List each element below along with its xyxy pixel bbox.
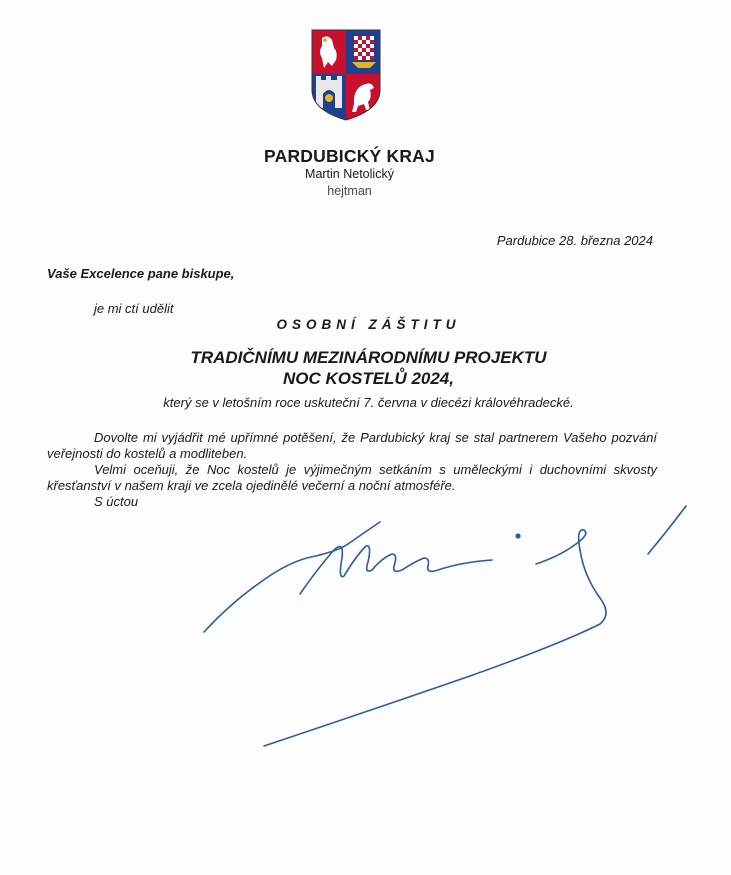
project-title-line-2: NOC KOSTELŮ 2024,	[283, 369, 454, 388]
patronage-heading: OSOBNÍ ZÁŠTITU	[276, 317, 461, 332]
body-paragraph-1: Dovolte mi vyjádřit mé upřímné potěšení, že Pardubický kraj se stal partnerem Vašeho pozvání veřejnosti do kostelů a modliteben.	[47, 430, 657, 462]
coat-of-arms-icon	[310, 28, 382, 122]
salutation: Vaše Excelence pane biskupe,	[47, 266, 235, 281]
project-title-line-1: TRADIČNÍMU MEZINÁRODNÍMU PROJEKTU	[190, 348, 547, 367]
signatory-name: Martin Netolický	[305, 167, 394, 181]
organization-name: PARDUBICKÝ KRAJ	[264, 146, 435, 166]
letter-date: Pardubice 28. března 2024	[496, 233, 653, 248]
event-details: který se v letošním roce uskuteční 7. června v diecézi královéhradecké.	[163, 395, 574, 410]
body-paragraph-2: Velmi oceňuji, že Noc kostelů je výjimečným setkáním s uměleckými i duchovními skvosty křesťanství v našem kraji ve zcela ojedinělé večerní a noční atmosféře.	[47, 462, 657, 494]
handwritten-signature	[0, 500, 731, 760]
closing-line: S úctou	[94, 494, 139, 509]
intro-line: je mi ctí udělit	[94, 301, 174, 316]
signatory-title: hejtman	[327, 184, 372, 198]
